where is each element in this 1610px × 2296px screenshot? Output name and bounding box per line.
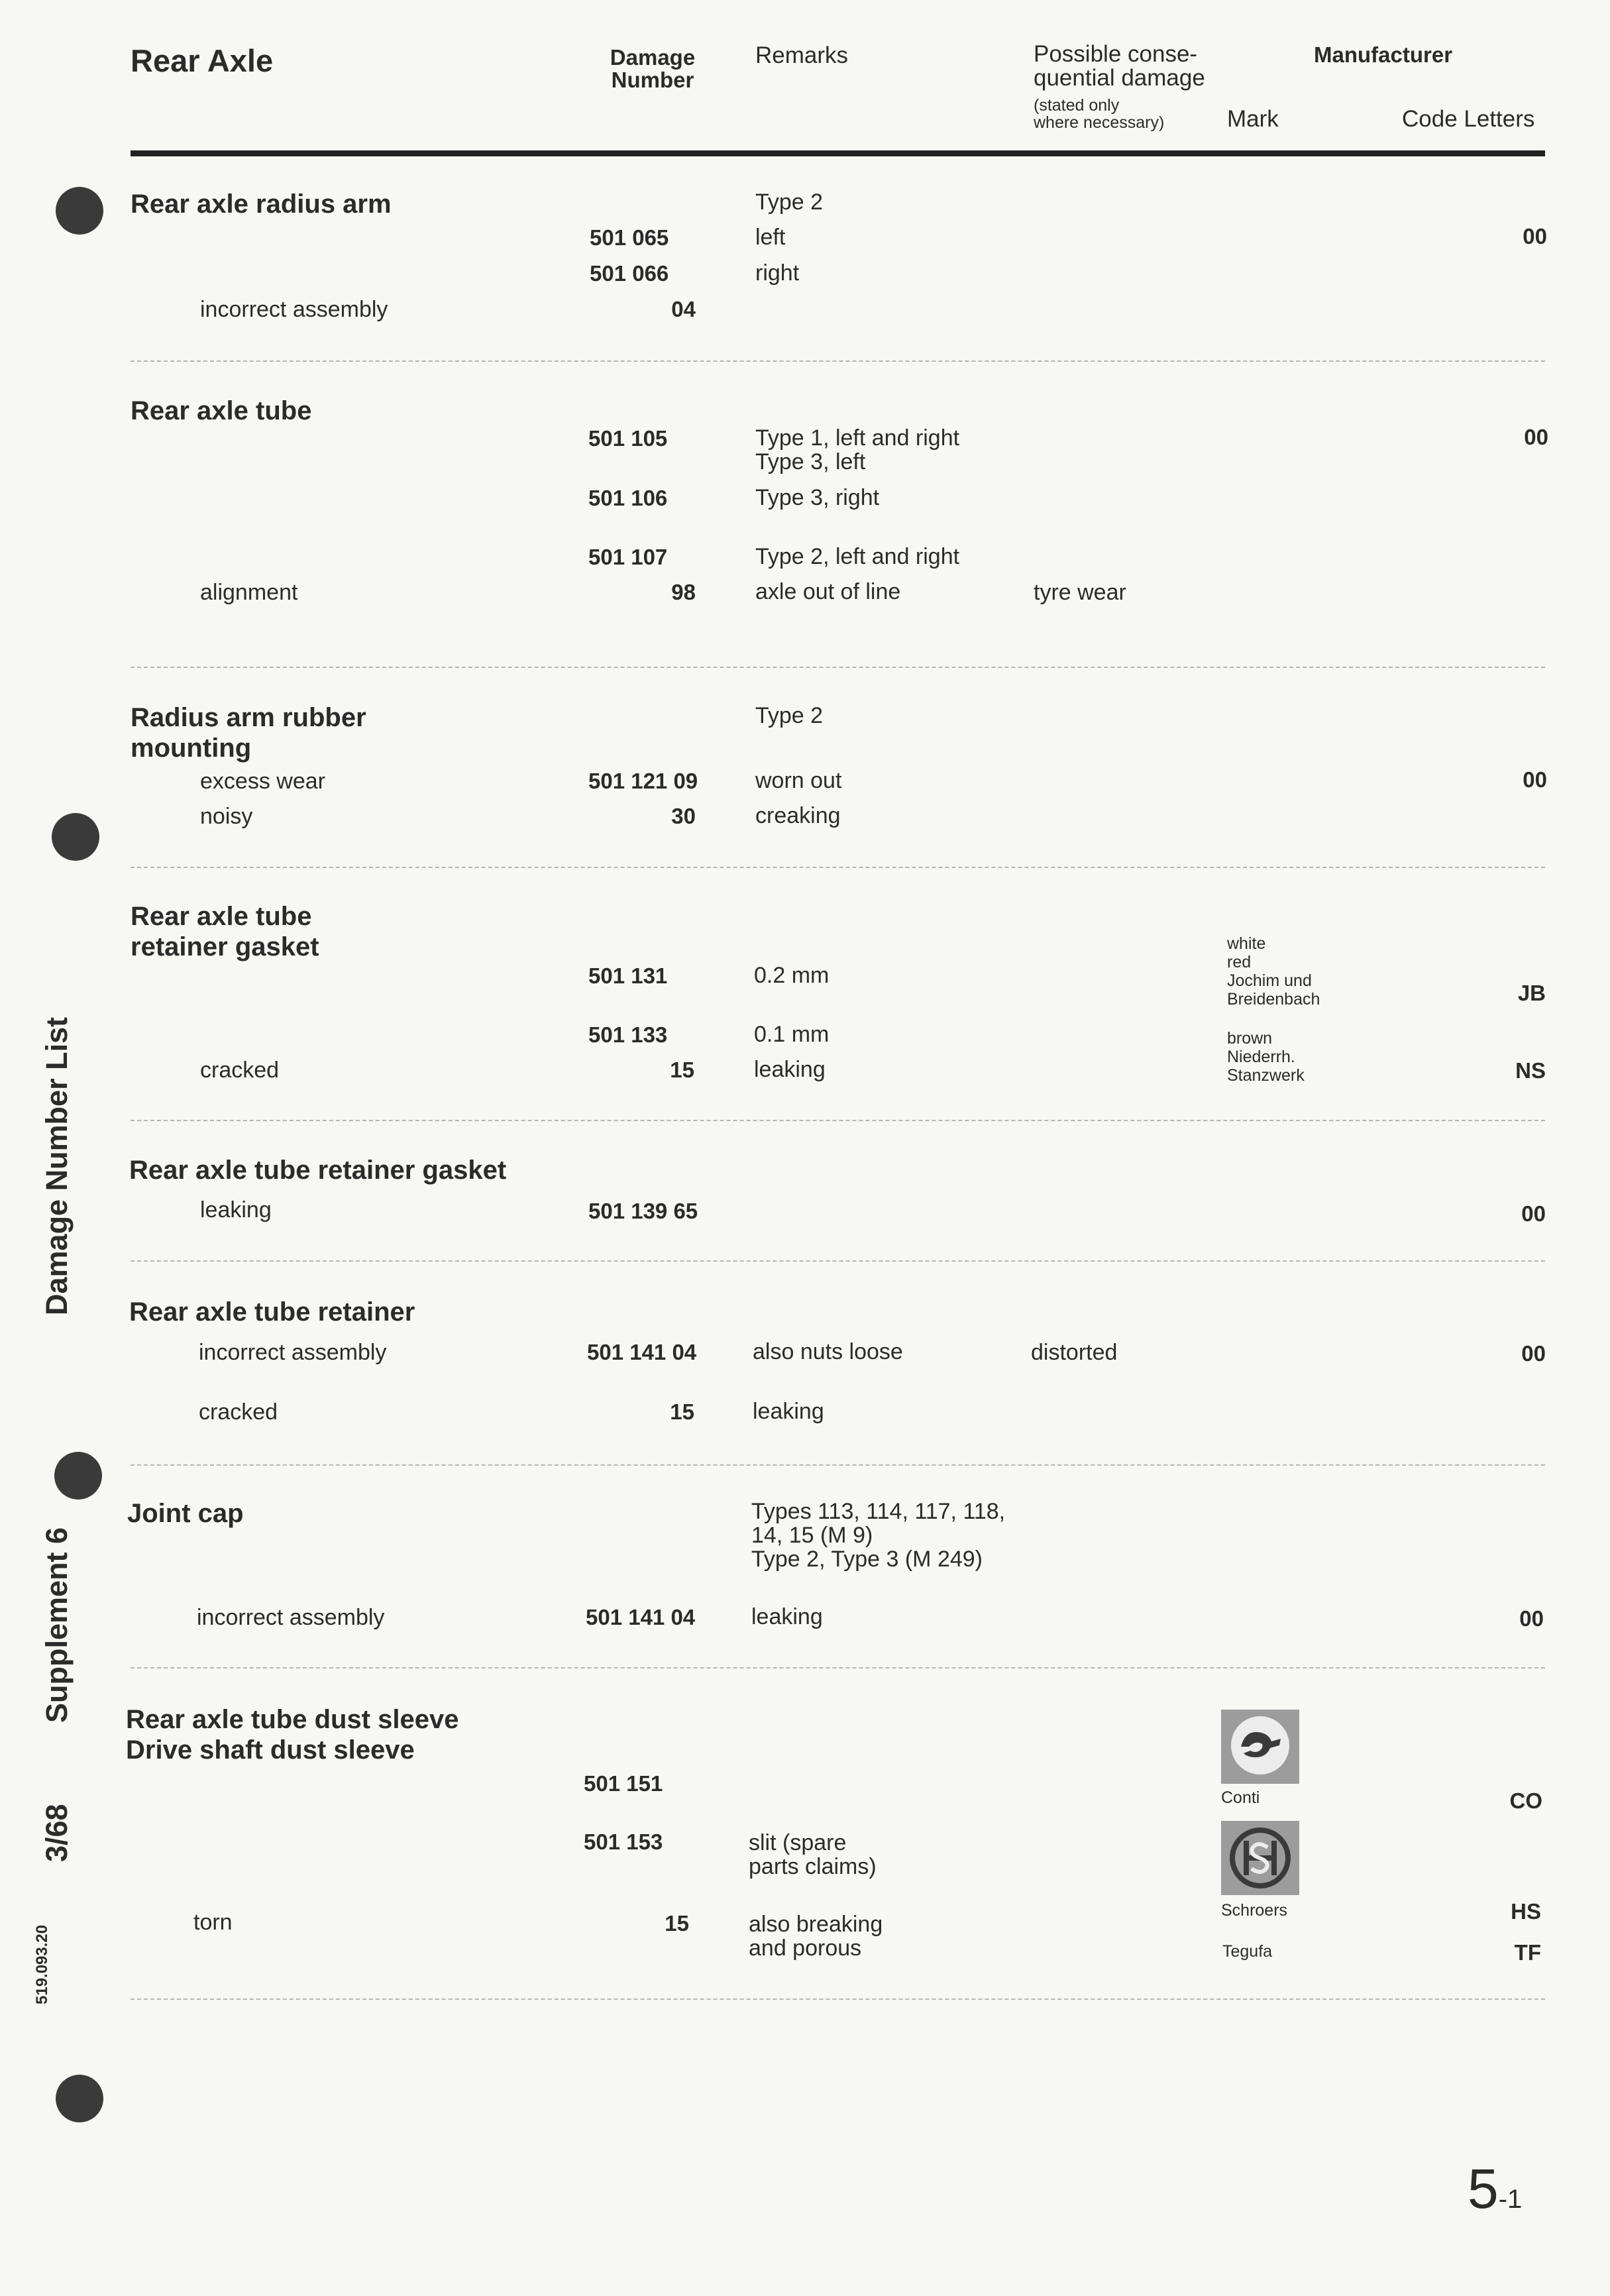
sidebar-list-title: Damage Number List bbox=[40, 1016, 74, 1315]
conti-logo bbox=[1221, 1710, 1299, 1784]
manufacturer-mark: white red Jochim und Breidenbach bbox=[1227, 934, 1320, 1009]
damage-description: excess wear bbox=[200, 769, 325, 794]
damage-number: 501 105 bbox=[588, 426, 668, 451]
code-letters: JB bbox=[1517, 981, 1546, 1005]
manufacturer-mark: brown Niederrh. Stanzwerk bbox=[1227, 1029, 1305, 1085]
damage-number: 501 065 bbox=[590, 225, 669, 250]
remark: Type 2, left and right bbox=[755, 544, 960, 569]
section-title: Rear axle tube retainer gasket bbox=[129, 1156, 507, 1185]
code-letters: 00 bbox=[1523, 767, 1547, 792]
damage-number: 501 151 bbox=[584, 1771, 663, 1796]
punch-hole bbox=[56, 187, 103, 235]
damage-number: 501 139 65 bbox=[588, 1199, 698, 1223]
consequential-damage: tyre wear bbox=[1034, 580, 1126, 605]
divider bbox=[131, 1120, 1545, 1121]
punch-hole bbox=[56, 2075, 103, 2122]
section-title: Rear axle tube retainer bbox=[129, 1297, 415, 1327]
remark: Types 113, 114, 117, 118, 14, 15 (M 9) Type 2, Type 3 (M 249) bbox=[751, 1499, 1006, 1572]
divider bbox=[131, 1998, 1545, 2000]
remark: creaking bbox=[755, 803, 841, 828]
remark: Type 2 bbox=[755, 703, 824, 728]
code-letters: 00 bbox=[1523, 224, 1547, 248]
sidebar-date: 3/68 bbox=[40, 1804, 74, 1862]
remark: worn out bbox=[755, 768, 842, 793]
punch-hole bbox=[54, 1452, 102, 1500]
code-letters: 00 bbox=[1524, 425, 1548, 449]
damage-description: noisy bbox=[200, 804, 253, 829]
code-letters: 00 bbox=[1521, 1201, 1546, 1226]
page-number: 5-1 bbox=[1468, 2158, 1523, 2220]
remark: axle out of line bbox=[755, 579, 901, 604]
damage-description: incorrect assembly bbox=[199, 1340, 387, 1365]
manufacturer-mark: Tegufa bbox=[1222, 1942, 1273, 1961]
damage-number: 98 bbox=[671, 580, 696, 604]
damage-number: 04 bbox=[671, 297, 696, 321]
damage-description: alignment bbox=[200, 580, 298, 605]
header-rule bbox=[131, 150, 1545, 156]
manufacturer-mark: Conti bbox=[1221, 1788, 1260, 1807]
remark: left bbox=[755, 225, 786, 250]
code-letters: NS bbox=[1515, 1058, 1546, 1083]
remark: leaking bbox=[751, 1604, 823, 1629]
section-title: Rear axle tube dust sleeve Drive shaft dust sleeve bbox=[126, 1705, 459, 1765]
divider bbox=[131, 1667, 1545, 1668]
header-manufacturer: Manufacturer bbox=[1314, 42, 1453, 67]
section-title: Joint cap bbox=[127, 1499, 244, 1528]
damage-description: incorrect assembly bbox=[200, 297, 388, 322]
code-letters: 00 bbox=[1521, 1341, 1546, 1366]
header-possible-note: (stated only where necessary) bbox=[1034, 96, 1165, 132]
code-letters: HS bbox=[1511, 1899, 1541, 1924]
page-title: Rear Axle bbox=[131, 43, 274, 78]
code-letters: 00 bbox=[1519, 1606, 1544, 1631]
header-damage-number: Damage Number bbox=[610, 45, 696, 92]
schroers-logo bbox=[1221, 1821, 1299, 1895]
damage-description: cracked bbox=[199, 1399, 278, 1425]
section-title: Rear axle radius arm bbox=[131, 190, 392, 219]
damage-number: 501 153 bbox=[584, 1830, 663, 1854]
header-possible-damage: Possible conse- quential damage bbox=[1034, 41, 1205, 91]
damage-number: 30 bbox=[671, 804, 696, 828]
header-remarks: Remarks bbox=[755, 42, 849, 68]
damage-number: 501 107 bbox=[588, 545, 668, 569]
divider bbox=[131, 1260, 1545, 1262]
damage-number: 15 bbox=[670, 1058, 694, 1082]
sidebar-doc-number: 519.093.20 bbox=[33, 1924, 51, 2004]
code-letters: CO bbox=[1509, 1788, 1542, 1813]
damage-number: 501 141 04 bbox=[587, 1340, 697, 1364]
remark: right bbox=[755, 260, 800, 286]
remark: Type 1, left and right Type 3, left bbox=[755, 425, 960, 474]
damage-number: 501 131 bbox=[588, 963, 668, 988]
remark: leaking bbox=[753, 1399, 824, 1424]
divider bbox=[131, 360, 1545, 362]
remark: 0.2 mm bbox=[754, 963, 830, 988]
consequential-damage: distorted bbox=[1031, 1340, 1118, 1365]
sidebar-supplement: Supplement 6 bbox=[40, 1527, 74, 1723]
damage-description: torn bbox=[193, 1910, 233, 1935]
remark: Type 2 bbox=[755, 190, 824, 215]
code-letters: TF bbox=[1514, 1940, 1541, 1965]
damage-number: 15 bbox=[670, 1399, 694, 1424]
damage-number: 501 066 bbox=[590, 261, 669, 286]
damage-number: 501 133 bbox=[588, 1022, 668, 1047]
manufacturer-mark: Schroers bbox=[1221, 1901, 1288, 1920]
damage-number: 501 106 bbox=[588, 486, 668, 510]
divider bbox=[131, 1464, 1545, 1466]
remark: slit (spare parts claims) bbox=[749, 1830, 877, 1879]
damage-description: incorrect assembly bbox=[197, 1605, 385, 1630]
punch-hole bbox=[52, 813, 99, 861]
section-title: Rear axle tube bbox=[131, 396, 312, 425]
section-title: Radius arm rubber mounting bbox=[131, 703, 366, 763]
section-title: Rear axle tube retainer gasket bbox=[131, 902, 319, 961]
remark: 0.1 mm bbox=[754, 1022, 830, 1047]
header-mark: Mark bbox=[1227, 106, 1279, 132]
remark: Type 3, right bbox=[755, 485, 880, 510]
damage-number: 501 141 04 bbox=[586, 1605, 696, 1629]
header-code-letters: Code Letters bbox=[1402, 106, 1535, 132]
damage-number: 15 bbox=[665, 1911, 689, 1936]
damage-number: 501 121 09 bbox=[588, 769, 698, 793]
damage-description: leaking bbox=[200, 1197, 272, 1223]
divider bbox=[131, 867, 1545, 868]
damage-description: cracked bbox=[200, 1058, 280, 1083]
remark: also breaking and porous bbox=[749, 1912, 883, 1961]
remark: also nuts loose bbox=[753, 1339, 903, 1364]
divider bbox=[131, 667, 1545, 668]
remark: leaking bbox=[754, 1057, 826, 1082]
